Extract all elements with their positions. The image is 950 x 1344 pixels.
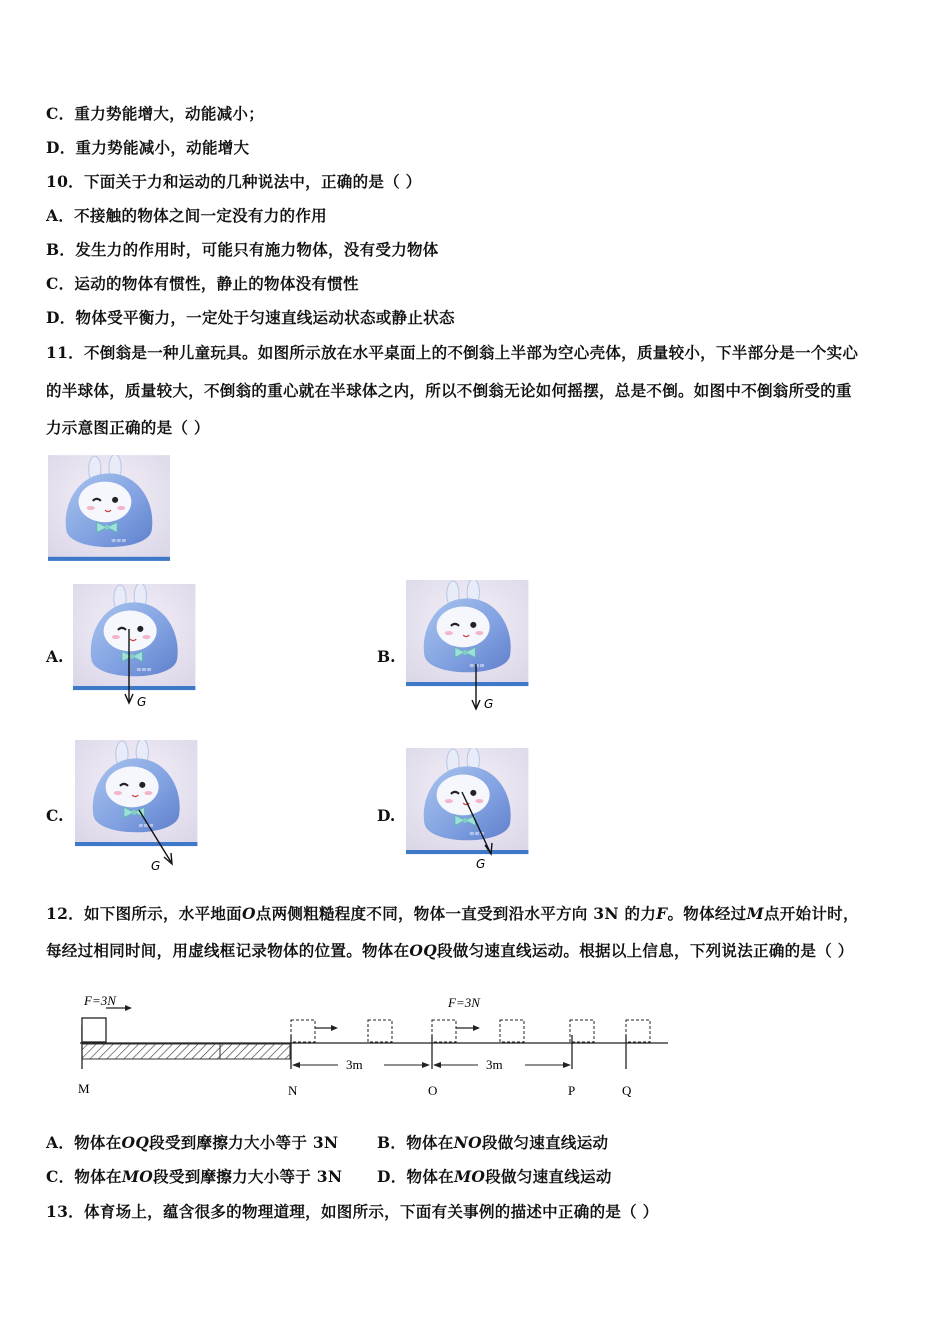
distance-label-no: 3m: [346, 1057, 363, 1072]
q12-option-d: D．物体在MO段做匀速直线运动: [377, 1167, 612, 1186]
q11-option-c-label: C.: [46, 806, 64, 825]
dashed-position: [500, 1020, 524, 1042]
q11-option-b-label: B.: [377, 647, 396, 666]
q11-option-d-label: D.: [377, 806, 396, 825]
q11-stem-line2: 的半球体，质量较大，不倒翁的重心就在半球体之内，所以不倒翁无论如何摇摆，总是不倒。如图中不倒翁所受的重: [46, 381, 852, 400]
q11-option-b-image: [406, 580, 530, 714]
force-label-right: F=3N: [448, 995, 480, 1010]
dashed-position: [291, 1020, 315, 1042]
distance-label-op: 3m: [486, 1057, 503, 1072]
point-label-p: P: [568, 1083, 576, 1098]
point-label-n: N: [288, 1083, 298, 1098]
force-label-left: F=3N: [84, 993, 116, 1008]
q12-motion-diagram: [70, 985, 680, 1109]
q11-option-a-label: A.: [46, 647, 64, 666]
dashed-position: [368, 1020, 392, 1042]
q11-stem-line3: 力示意图正确的是（ ）: [46, 418, 210, 437]
q10-option-c: C．运动的物体有惯性，静止的物体没有惯性: [46, 274, 359, 293]
q11-option-a-image: [73, 584, 197, 712]
tumbler-reference-image: [48, 455, 170, 561]
q13-stem: 13．体育场上，蕴含很多的物理道理，如图所示，下面有关事例的描述中正确的是（ ）: [46, 1202, 659, 1221]
q9-option-d: D．重力势能减小，动能增大: [46, 138, 250, 157]
point-label-q: Q: [622, 1083, 632, 1098]
q10-option-d: D．物体受平衡力，一定处于匀速直线运动状态或静止状态: [46, 308, 455, 327]
q10-stem: 10．下面关于力和运动的几种说法中，正确的是（ ）: [46, 172, 422, 191]
force-label-g: G: [484, 697, 494, 711]
q12-option-a: A．物体在OQ段受到摩擦力大小等于 3N: [46, 1133, 339, 1152]
force-label-g: G: [476, 857, 486, 871]
dashed-position: [570, 1020, 594, 1042]
dashed-position: [626, 1020, 650, 1042]
point-label-o: O: [428, 1083, 438, 1098]
q11-option-d-image: [406, 748, 530, 872]
q12-stem-line1: 12．如下图所示，水平地面O点两侧粗糙程度不同，物体一直受到沿水平方向 3N 的力F。物体经过M点开始计时，: [46, 904, 859, 923]
rough-surface: [82, 1044, 290, 1059]
force-label-g: G: [151, 859, 161, 873]
q11-option-c-image: [75, 740, 201, 874]
q12-option-b: B．物体在NO段做匀速直线运动: [377, 1133, 609, 1152]
dashed-position: [432, 1020, 456, 1042]
q10-option-a: A．不接触的物体之间一定没有力的作用: [46, 206, 327, 225]
force-label-g: G: [137, 695, 147, 709]
q9-option-c: C．重力势能增大，动能减小；: [46, 104, 265, 123]
block: [82, 1018, 106, 1042]
q10-option-b: B．发生力的作用时，可能只有施力物体，没有受力物体: [46, 240, 439, 259]
q12-option-c: C．物体在MO段受到摩擦力大小等于 3N: [46, 1167, 343, 1186]
point-label-m: M: [78, 1081, 90, 1096]
q12-stem-line2: 每经过相同时间，用虚线框记录物体的位置。物体在OQ段做匀速直线运动。根据以上信息，下列说法正确的是（ ）: [46, 941, 854, 960]
q11-stem-line1: 11．不倒翁是一种儿童玩具。如图所示放在水平桌面上的不倒翁上半部为空心壳体，质量较小，下半部分是一个实心: [46, 343, 859, 362]
